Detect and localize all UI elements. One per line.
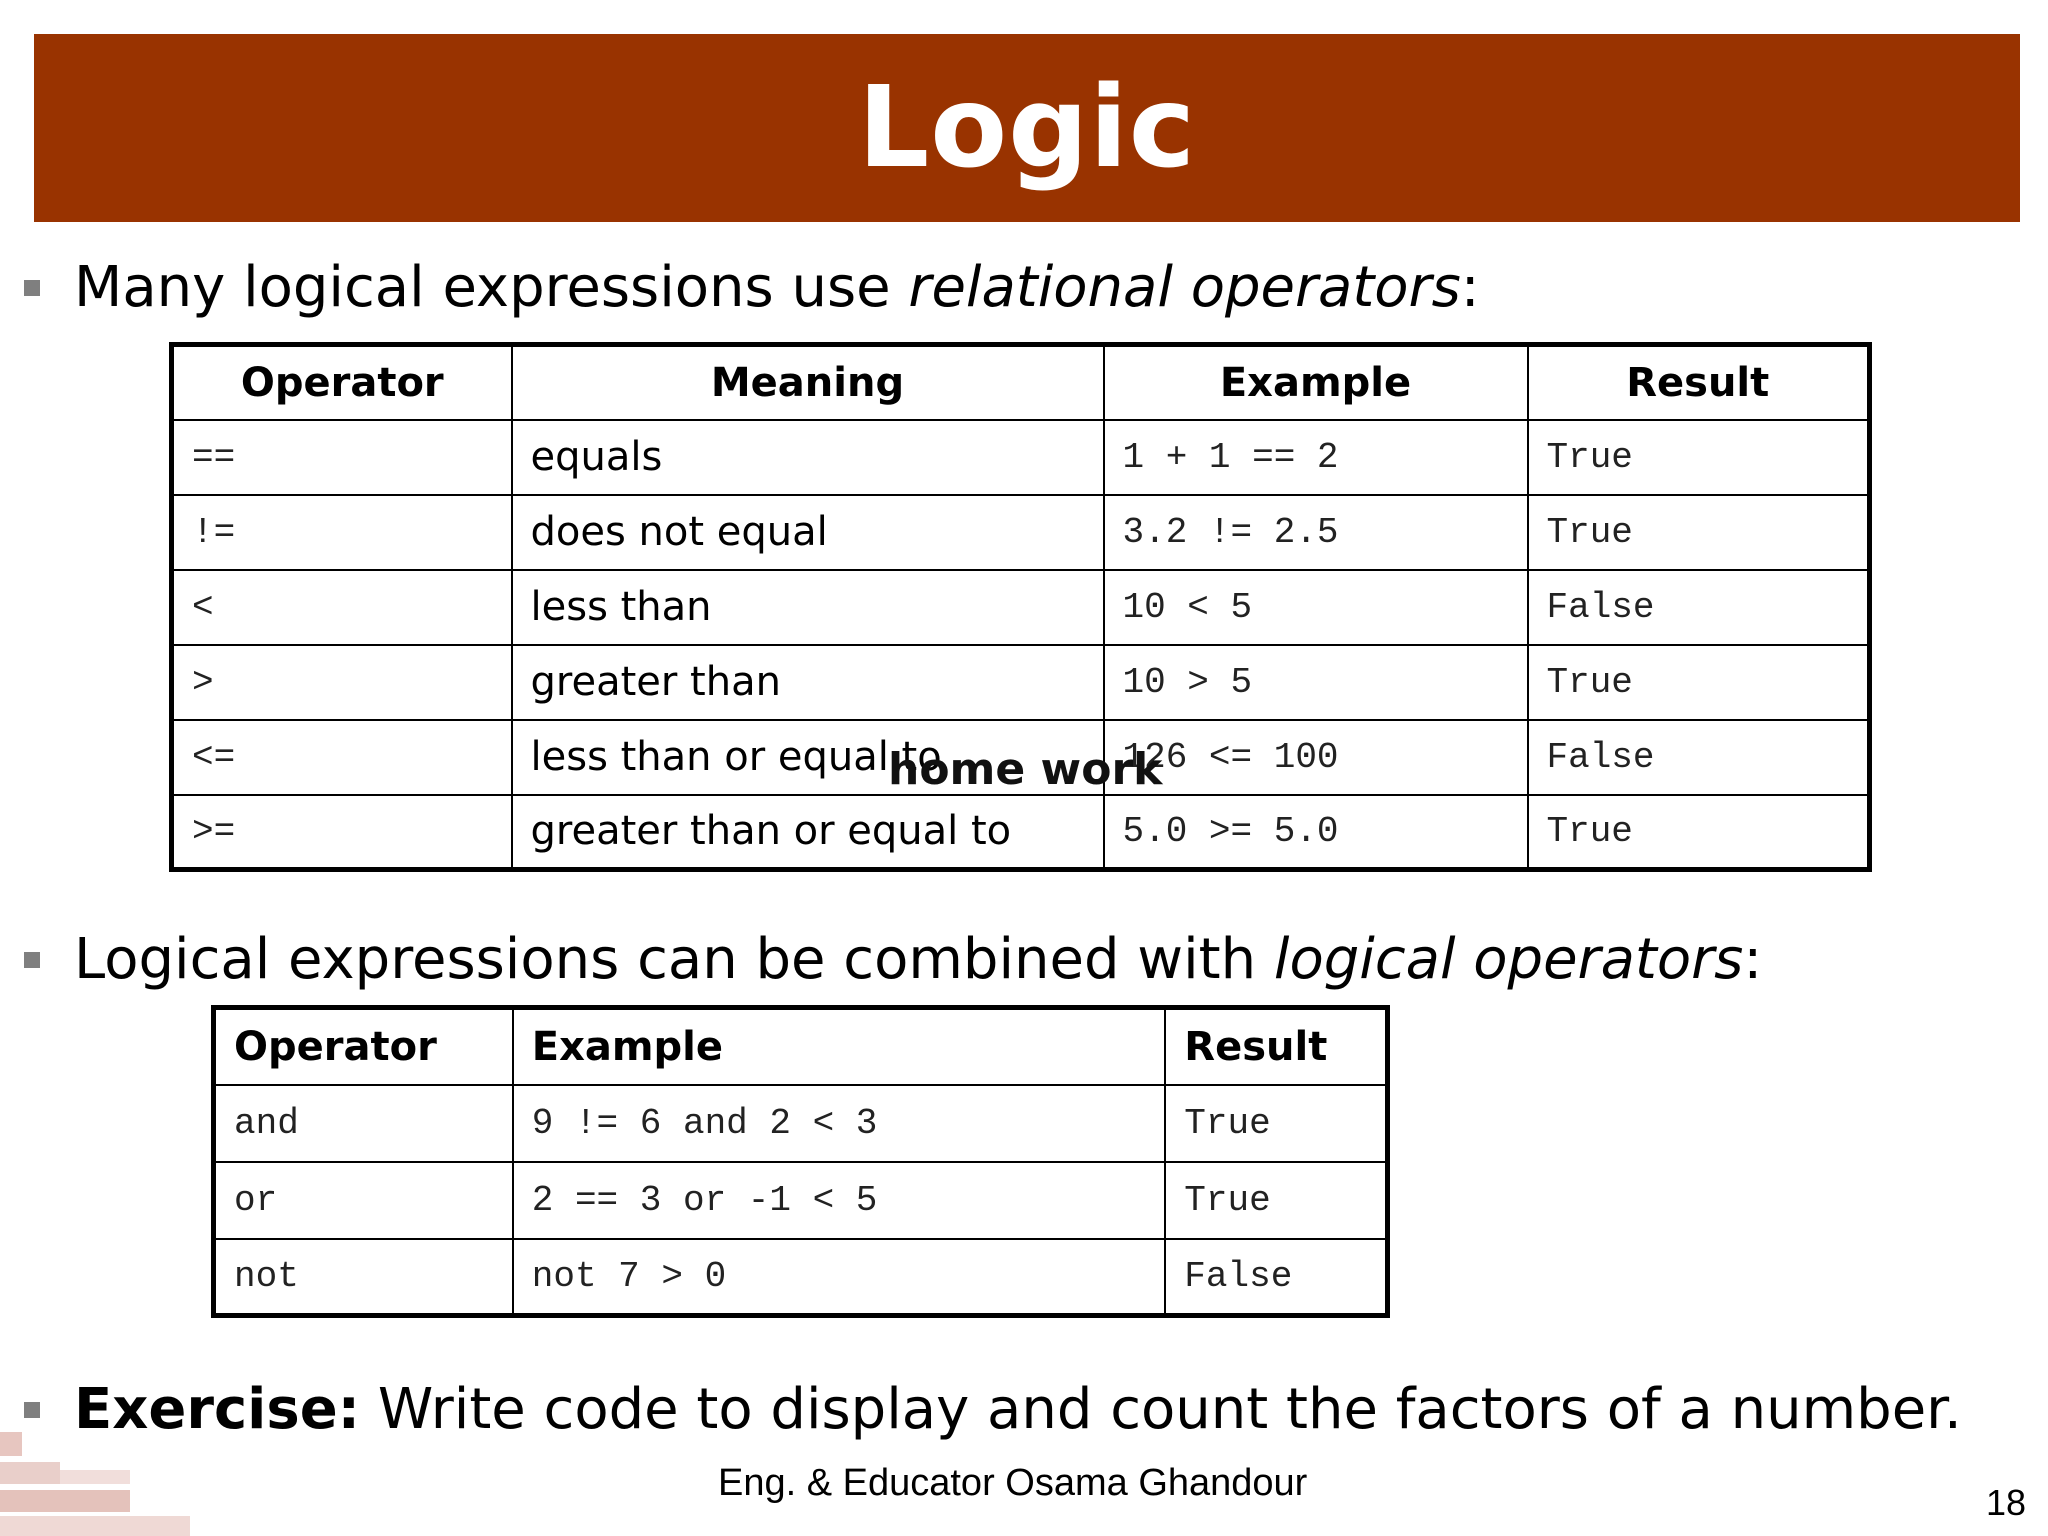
bullet-emphasis: logical operators <box>1273 927 1744 992</box>
cell-operator: == <box>172 420 512 495</box>
cell-example: 126 <= 100 <box>1104 720 1528 795</box>
table-row <box>172 795 1870 870</box>
cell-operator: > <box>172 645 512 720</box>
cell-example: 1 + 1 == 2 <box>1104 420 1528 495</box>
cell-meaning: greater than <box>512 645 1104 720</box>
brick-decoration-icon <box>0 1426 190 1536</box>
cell-operator: or <box>214 1162 513 1239</box>
cell-operator: >= <box>172 795 512 870</box>
slide-title: Logic <box>857 63 1197 193</box>
bullet-logical <box>24 927 2024 992</box>
bullet-suffix: : <box>1743 927 1763 992</box>
table-row <box>172 570 1870 645</box>
cell-example: 5.0 >= 5.0 <box>1104 795 1528 870</box>
cell-meaning: greater than or equal to <box>512 795 1104 870</box>
cell-operator: <= <box>172 720 512 795</box>
exercise-text: Write code to display and count the factors of a number. <box>360 1377 1962 1442</box>
table-row <box>172 420 1870 495</box>
bullet-text: Logical expressions can be combined with <box>74 927 1274 992</box>
cell-result: False <box>1528 570 1870 645</box>
cell-result: False <box>1528 720 1870 795</box>
bullet-exercise <box>24 1377 2024 1442</box>
cell-example: 2 == 3 or -1 < 5 <box>513 1162 1166 1239</box>
page-number: 18 <box>1985 1482 2026 1523</box>
header-meaning: Meaning <box>512 345 1104 420</box>
footer-author: Eng. & Educator Osama Ghandour <box>718 1462 1308 1504</box>
cell-operator: not <box>214 1239 513 1316</box>
exercise-label: Exercise: <box>74 1377 361 1442</box>
logical-operators-table <box>211 1005 1390 1318</box>
table-row <box>172 495 1870 570</box>
header-operator: Operator <box>172 345 512 420</box>
header-example: Example <box>513 1008 1166 1085</box>
cell-meaning: less than <box>512 570 1104 645</box>
cell-result: True <box>1165 1085 1387 1162</box>
bullet-square-icon <box>24 280 40 296</box>
cell-result: False <box>1165 1239 1387 1316</box>
cell-example: 9 != 6 and 2 < 3 <box>513 1085 1166 1162</box>
cell-result: True <box>1165 1162 1387 1239</box>
bullet-square-icon <box>24 1402 40 1418</box>
table-row <box>172 645 1870 720</box>
cell-meaning: equals <box>512 420 1104 495</box>
cell-meaning: less than or equal to <box>512 720 1104 795</box>
cell-result: True <box>1528 420 1870 495</box>
table-header-row <box>214 1008 1388 1085</box>
table-row <box>214 1239 1388 1316</box>
cell-example: 3.2 != 2.5 <box>1104 495 1528 570</box>
title-bar <box>34 34 2020 222</box>
header-result: Result <box>1165 1008 1387 1085</box>
bullet-text: Many logical expressions use <box>74 255 909 320</box>
header-result: Result <box>1528 345 1870 420</box>
bullet-square-icon <box>24 952 40 968</box>
cell-operator: < <box>172 570 512 645</box>
bullet-emphasis: relational operators <box>908 255 1461 320</box>
table-header-row <box>172 345 1870 420</box>
bullet-relational <box>24 255 2024 320</box>
cell-operator: and <box>214 1085 513 1162</box>
header-operator: Operator <box>214 1008 513 1085</box>
cell-meaning: does not equal <box>512 495 1104 570</box>
cell-example: not 7 > 0 <box>513 1239 1166 1316</box>
cell-result: True <box>1528 645 1870 720</box>
cell-example: 10 > 5 <box>1104 645 1528 720</box>
table-row <box>214 1085 1388 1162</box>
cell-operator: != <box>172 495 512 570</box>
cell-result: True <box>1528 795 1870 870</box>
table-row <box>214 1162 1388 1239</box>
home-work-note: home work <box>888 744 1163 795</box>
cell-example: 10 < 5 <box>1104 570 1528 645</box>
bullet-suffix: : <box>1460 255 1480 320</box>
header-example: Example <box>1104 345 1528 420</box>
cell-result: True <box>1528 495 1870 570</box>
